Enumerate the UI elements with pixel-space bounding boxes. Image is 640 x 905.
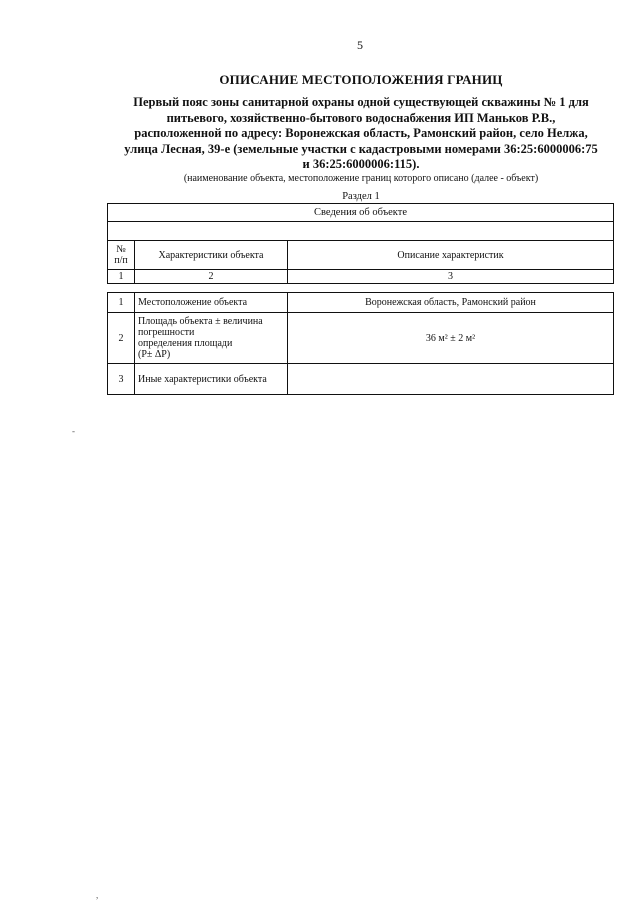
subtitle-line: расположенной по адресу: Воронежская область, Рамонский район, село Нелжа, bbox=[134, 126, 588, 141]
object-info-table bbox=[107, 292, 614, 395]
characteristic-line: определения площади bbox=[138, 338, 233, 349]
info-title: Сведения об объекте bbox=[108, 204, 614, 222]
row-number: 1 bbox=[108, 293, 135, 313]
row-description: Воронежская область, Рамонский район bbox=[288, 293, 614, 313]
blank-row bbox=[108, 222, 614, 241]
table-row bbox=[108, 313, 614, 364]
column-header-row bbox=[108, 241, 614, 270]
row-description: 36 м² ± 2 м² bbox=[288, 313, 614, 364]
row-number: 3 bbox=[108, 364, 135, 395]
subtitle-line: улица Лесная, 39-е (земельные участки с кадастровыми номерами 36:25:6000006:75 bbox=[124, 141, 598, 156]
characteristic-line: (Р± ΔР) bbox=[138, 349, 171, 360]
document-title: ОПИСАНИЕ МЕСТОПОЛОЖЕНИЯ ГРАНИЦ bbox=[219, 72, 503, 87]
row-characteristic bbox=[135, 313, 288, 364]
section-label: Раздел 1 bbox=[342, 191, 380, 202]
column-number: 3 bbox=[288, 270, 614, 284]
margin-mark: - bbox=[72, 426, 75, 436]
column-header-number-line: п/п bbox=[114, 255, 128, 266]
characteristic-line: Площадь объекта ± величина bbox=[138, 316, 263, 327]
subtitle-line: питьевого, хозяйственно-бытового водоснабжения ИП Маньков Р.В., bbox=[166, 110, 556, 125]
column-header-characteristics: Характеристики объекта bbox=[135, 241, 288, 270]
column-header-number-line: № bbox=[116, 244, 126, 255]
row-characteristic: Местоположение объекта bbox=[135, 293, 288, 313]
column-number-row bbox=[108, 270, 614, 284]
subtitle-line: и 36:25:6000006:115). bbox=[302, 157, 420, 172]
margin-mark: , bbox=[96, 890, 99, 900]
row-description bbox=[288, 364, 614, 395]
object-info-header-table bbox=[107, 203, 614, 284]
subtitle-line: Первый пояс зоны санитарной охраны одной существующей скважины № 1 для bbox=[133, 95, 589, 109]
document-subtitle bbox=[108, 95, 614, 173]
page-number: 5 bbox=[357, 38, 363, 52]
column-header-description: Описание характеристик bbox=[288, 241, 614, 270]
info-title-row bbox=[108, 204, 614, 222]
column-number: 2 bbox=[135, 270, 288, 284]
row-number: 2 bbox=[108, 313, 135, 364]
object-caption: (наименование объекта, местоположение границ которого описано (далее - объект) bbox=[183, 173, 539, 184]
column-header-number bbox=[108, 241, 135, 270]
table-row bbox=[108, 293, 614, 313]
characteristic-line: погрешности bbox=[138, 327, 195, 338]
table-row bbox=[108, 364, 614, 395]
blank-cell bbox=[108, 222, 614, 241]
row-characteristic: Иные характеристики объекта bbox=[135, 364, 288, 395]
column-number: 1 bbox=[108, 270, 135, 284]
